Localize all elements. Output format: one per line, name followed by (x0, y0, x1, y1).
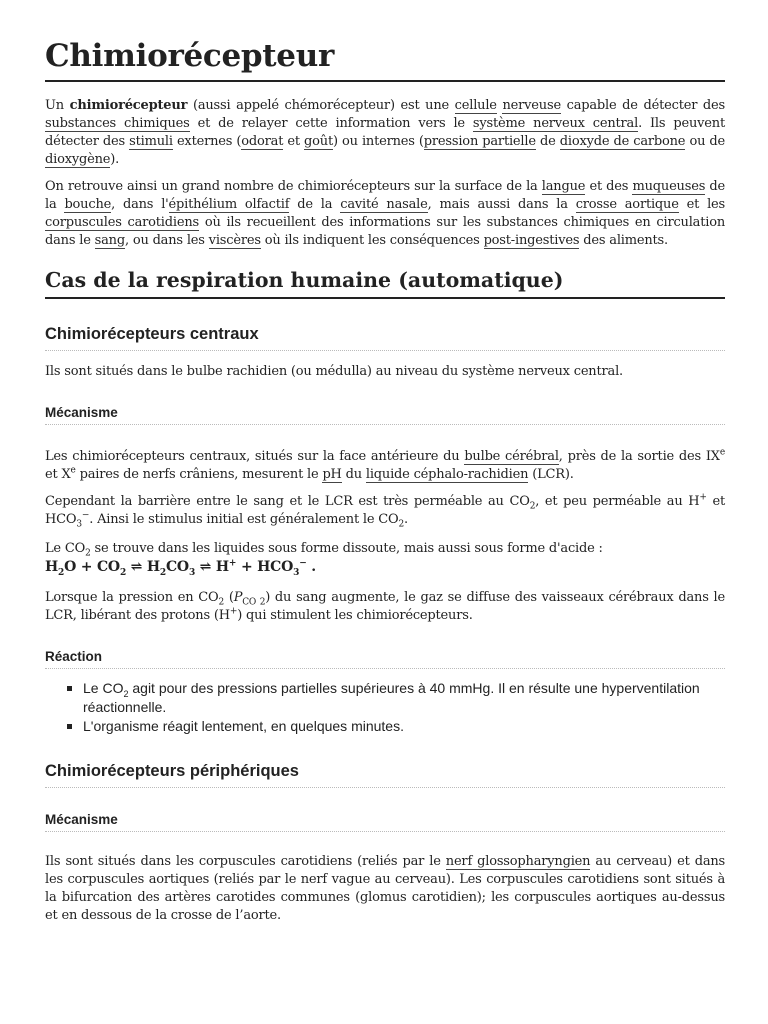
intro-paragraph-2 (45, 178, 725, 250)
page-title: Chimiorécepteur (45, 38, 725, 82)
link-substances-chimiques[interactable]: substances chimiques (45, 116, 190, 131)
text: Le CO (45, 541, 86, 556)
link-cavite-nasale[interactable]: cavité nasale (340, 197, 428, 212)
text: où ils recueillent des informations sur les substances chimiques en circulation dans le (45, 215, 725, 248)
subscript: 2 (218, 597, 224, 608)
reaction-list (45, 679, 725, 736)
link-dioxygene[interactable]: dioxygène (45, 152, 111, 167)
text: (LCR). (528, 467, 574, 482)
link-bulbe-cerebral[interactable]: bulbe cérébral (464, 449, 559, 464)
eq-part: HCO (257, 559, 294, 575)
central-mecanisme-paragraph-2 (45, 493, 725, 529)
text: . Ils peuvent détecter des (45, 116, 725, 149)
text: et les (678, 197, 726, 212)
text: ) du sang augmente, le gaz se diffuse des vaisseaux cérébraux dans le LCR, libérant des protons (H (45, 590, 725, 623)
text: Un (45, 98, 70, 113)
text: , ou dans les (124, 233, 209, 248)
central-mecanisme-paragraph-1 (45, 448, 725, 484)
text: ) qui stimulent les chimiorécepteurs. (237, 608, 473, 623)
link-visceres[interactable]: viscères (208, 233, 261, 248)
superscript: − (81, 510, 90, 521)
text: et (283, 134, 305, 149)
link-muqueuses[interactable]: muqueuses (632, 179, 706, 194)
eq-part: H (215, 559, 229, 575)
text: au cerveau) et dans les corpuscules aortiques (reliés par le (45, 854, 726, 887)
eq-part: H (146, 559, 160, 575)
eq-sub: 3 (293, 567, 300, 578)
text: ) ou internes ( (333, 134, 424, 149)
eq-part: . (306, 559, 316, 575)
text: , dans l' (111, 197, 169, 212)
text: se trouve dans les liquides sous forme dissoute, mais aussi sous forme d'acide : (90, 541, 603, 556)
text: ). Les corpuscules carotidiens sont situés à la bifurcation des artères carotides communes (glomus carotidien); les corpuscules aortiques au-dessus et en dessous de la crosse de l’aorte. (45, 872, 725, 923)
list-item (83, 679, 725, 717)
text: externes ( (172, 134, 242, 149)
text: agit pour des pressions partielles supérieures à 40 mmHg. Il en résulte une hyperventilation réactionnelle. (83, 680, 700, 715)
text: ). (110, 152, 120, 167)
text: On retrouve ainsi un grand nombre de chimiorécepteurs sur la surface de la (45, 179, 542, 194)
link-corpuscules-carotidiens[interactable]: corpuscules carotidiens (45, 215, 199, 230)
subscript: 2 (85, 548, 91, 559)
subscript: CO 2 (242, 597, 266, 608)
text: de la (289, 197, 341, 212)
subsection-heading-peripheral: Chimiorécepteurs périphériques (45, 762, 725, 788)
text: de la (45, 179, 725, 212)
subsection-heading-central: Chimiorécepteurs centraux (45, 325, 725, 351)
link-nerveuse[interactable]: nerveuse (502, 98, 561, 113)
text: Le CO (83, 680, 124, 696)
text: , près de la sortie des IX (558, 449, 720, 464)
bullet-icon (67, 686, 72, 691)
link-crosse-aortique[interactable]: crosse aortique (575, 197, 679, 212)
superscript: + (699, 492, 707, 503)
text: où ils indiquent les conséquences (260, 233, 484, 248)
link-odorat[interactable]: odorat (241, 134, 284, 149)
heading-mecanisme-peripheral: Mécanisme (45, 812, 725, 832)
chemical-equation (45, 558, 316, 578)
heading-reaction: Réaction (45, 649, 725, 669)
text: nerf vague (300, 872, 371, 887)
peripheral-mecanisme-paragraph (45, 853, 725, 925)
link-liquide-cephalo-rachidien[interactable]: liquide céphalo-rachidien (365, 467, 529, 482)
link-post-ingestives[interactable]: post-ingestives (483, 233, 580, 248)
list-item (83, 717, 725, 736)
eq-part: CO (96, 559, 120, 575)
text: du (341, 467, 366, 482)
text: cerveau (394, 872, 446, 887)
subscript: 2 (398, 519, 405, 530)
eq-sup: + (228, 558, 237, 569)
eq-sup: − (299, 558, 307, 569)
pressure-symbol: P (233, 590, 243, 605)
link-pression-partielle[interactable]: pression partielle (423, 134, 536, 149)
bullet-icon (67, 724, 72, 729)
text: des aliments. (579, 233, 668, 248)
eq-part: CO (165, 559, 189, 575)
eq-arrow: ⇌ (126, 559, 147, 575)
text: de (535, 134, 560, 149)
intro-paragraph-1 (45, 97, 725, 169)
central-mecanisme-paragraph-4 (45, 589, 725, 625)
text: et X (45, 467, 71, 482)
link-systeme-nerveux-central[interactable]: système nerveux central (472, 116, 639, 131)
text: , mais aussi dans la (427, 197, 576, 212)
text: Les chimiorécepteurs centraux, situés sur la face antérieure du (45, 449, 465, 464)
link-cellule[interactable]: cellule (454, 98, 497, 113)
link-gout[interactable]: goût (304, 134, 333, 149)
subscript: 2 (123, 688, 129, 699)
text: Lorsque la pression en CO (45, 590, 219, 605)
eq-operator: + (236, 559, 258, 575)
term-bold: chimiorécepteur (69, 98, 188, 113)
eq-operator: + (76, 559, 97, 575)
text: Ils sont situés dans les corpuscules carotidiens (reliés par le (45, 854, 446, 869)
text: et HCO (45, 494, 725, 527)
text: ( (223, 590, 234, 605)
link-bouche[interactable]: bouche (64, 197, 112, 212)
section-heading-respiration: Cas de la respiration humaine (automatique) (45, 268, 725, 299)
eq-sub: 2 (119, 567, 126, 578)
eq-sub: 3 (188, 567, 195, 578)
superscript: e (719, 447, 725, 458)
text: . (404, 512, 408, 527)
text: . Ainsi le stimulus initial est généralement le CO (89, 512, 399, 527)
text: paires de nerfs crâniens, mesurent le (75, 467, 323, 482)
link-dioxyde-de-carbone[interactable]: dioxyde de carbone (559, 134, 686, 149)
eq-sub: 2 (159, 567, 166, 578)
eq-part: O (64, 559, 77, 575)
link-nerf-glossopharyngien[interactable]: nerf glossopharyngien (445, 854, 591, 869)
link-ph[interactable]: pH (322, 467, 342, 482)
eq-arrow: ⇌ (195, 559, 216, 575)
superscript: e (70, 465, 76, 476)
text: et des (585, 179, 633, 194)
central-mecanisme-paragraph-3 (45, 540, 725, 577)
text: et de relayer cette information vers le (189, 116, 473, 131)
central-location-paragraph: Ils sont situés dans le bulbe rachidien (ou médulla) au niveau du système nerveux central. (45, 364, 623, 379)
text: Cependant la barrière entre le sang et le LCR est très perméable au CO (45, 494, 530, 509)
article (45, 0, 725, 925)
link-epithelium-olfactif[interactable]: épithélium olfactif (168, 197, 290, 212)
link-langue[interactable]: langue (541, 179, 586, 194)
text: (aussi appelé chémorécepteur) est une (187, 98, 455, 113)
subscript: 3 (76, 519, 82, 530)
link-stimuli[interactable]: stimuli (129, 134, 173, 149)
text: L'organisme réagit lentement, en quelques minutes. (83, 718, 404, 734)
text: au (370, 872, 395, 887)
eq-part: H (45, 559, 59, 575)
eq-sub: 2 (58, 567, 65, 578)
superscript: + (229, 606, 238, 617)
link-sang[interactable]: sang (94, 233, 125, 248)
subscript: 2 (529, 501, 536, 512)
heading-mecanisme-central: Mécanisme (45, 405, 725, 425)
text: capable de détecter des (560, 98, 725, 113)
text: ou de (685, 134, 725, 149)
text: , et peu perméable au H (535, 494, 700, 509)
